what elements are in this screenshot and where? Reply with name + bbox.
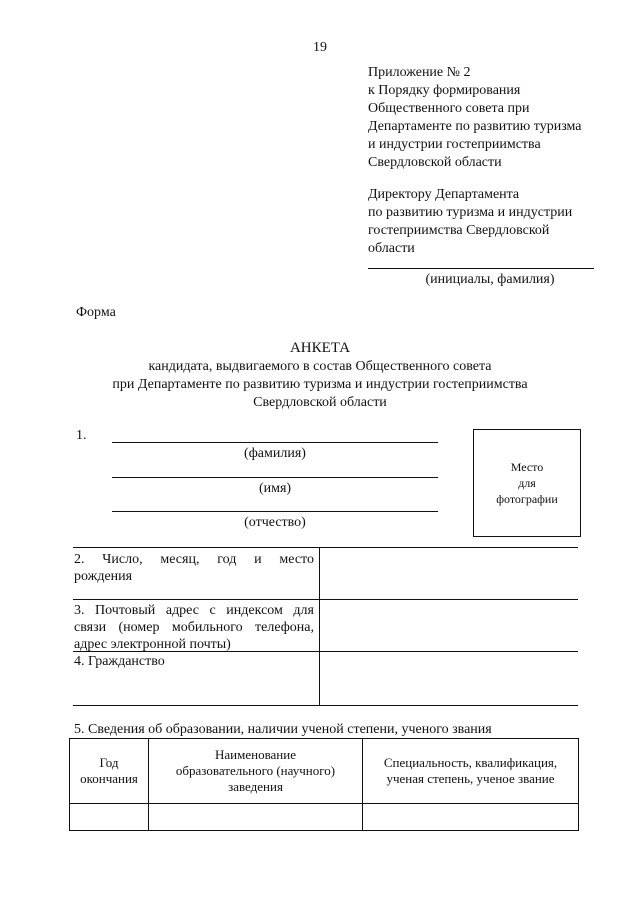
row-border [73,599,578,600]
citizenship-label: 4. Гражданство [74,654,165,669]
birth-input[interactable] [322,549,578,597]
specialty-cell[interactable] [363,804,579,831]
address-input[interactable] [322,601,578,649]
row-border [73,705,578,706]
patronymic-input-line[interactable] [112,511,438,512]
addressee-line: по развитию туризма и индустрии [368,205,573,220]
name-caption: (имя) [258,481,292,496]
photo-placeholder[interactable] [473,429,581,537]
addressee-line: Директору Департамента [368,187,520,202]
addressee-block [368,186,618,258]
row-border [73,651,578,652]
title-line-3: Свердловской области [253,395,387,410]
table-header-row [70,739,579,804]
education-table [69,738,579,831]
patronymic-caption: (отчество) [244,515,306,530]
signature-caption: (инициалы, фамилия) [425,272,555,287]
addressee-line: гостеприимства Свердловской [368,223,550,238]
appendix-block [368,64,618,172]
appendix-line: и индустрии гостеприимства [368,137,541,152]
surname-caption: (фамилия) [244,446,306,461]
appendix-line: Свердловской области [368,155,502,170]
education-heading: 5. Сведения об образовании, наличии ученой степени, ученого звания [74,722,492,737]
column-header-institution: Наименование образовательного (научного) заведения [149,739,363,804]
name-input-line[interactable] [112,477,438,478]
title-line-2: при Департаменте по развитию туризма и индустрии гостеприимства [112,377,528,392]
appendix-line: Приложение № 2 [368,65,471,80]
column-header-specialty: Специальность, квалификация, ученая степень, ученое звание [363,739,579,804]
appendix-line: Общественного совета при [368,101,530,116]
address-label: 3. Почтовый адрес с индексом для связи (номер мобильного телефона, адрес электронной почты) [74,603,314,652]
photo-caption-line: для [518,476,536,490]
birth-label: 2. Число, месяц, год и место рождения [74,552,314,584]
column-header-year: Год окончания [70,739,149,804]
year-cell[interactable] [70,804,149,831]
photo-caption-line: фотографии [496,492,558,506]
title-line-1: кандидата, выдвигаемого в состав Общественного совета [148,359,492,374]
fields-top-border [73,547,578,548]
appendix-line: к Порядку формирования [368,83,521,98]
surname-input-line[interactable] [112,442,438,443]
page-number: 19 [313,40,327,55]
fields-divider [319,547,320,705]
addressee-line: области [368,241,415,256]
institution-cell[interactable] [149,804,363,831]
table-row [70,804,579,831]
photo-caption-line: Место [510,460,544,474]
form-label: Форма [76,305,116,320]
appendix-line: Департаменте по развитию туризма [368,119,582,134]
form-title: АНКЕТА [289,340,351,356]
signature-line[interactable] [368,268,594,269]
section-1-number: 1. [76,428,87,443]
citizenship-input[interactable] [322,653,578,703]
